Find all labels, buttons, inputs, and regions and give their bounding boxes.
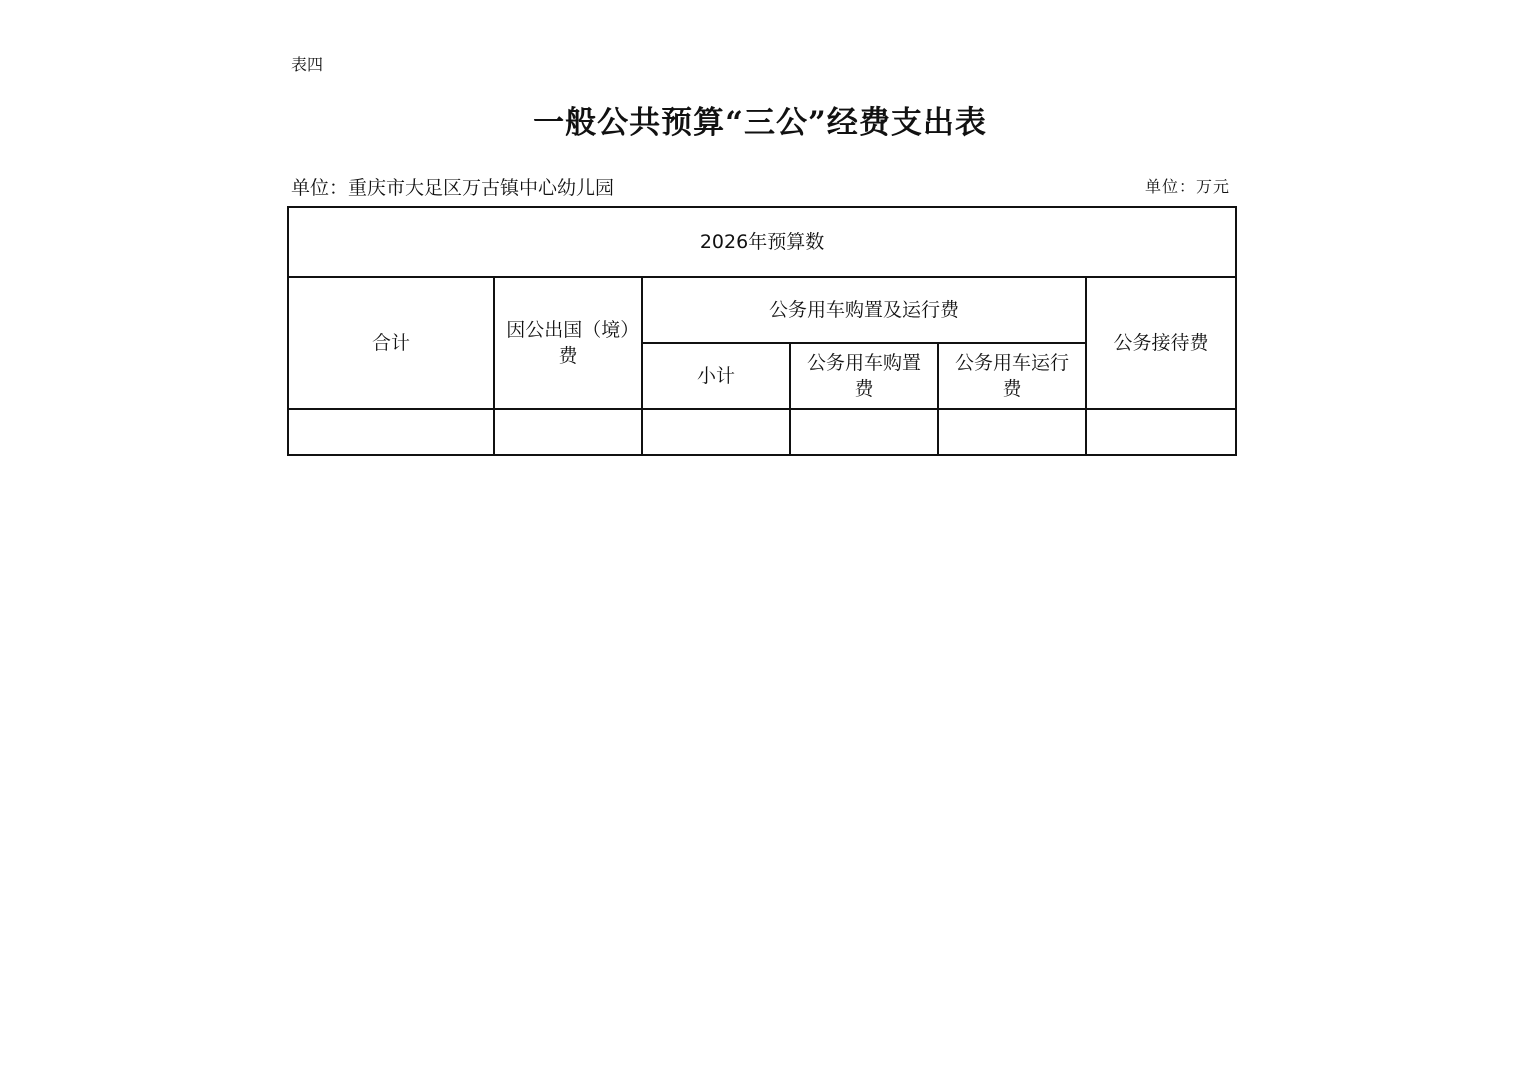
header-vehicle-subtotal: 小计 [642,343,790,409]
unit-currency: 单位：万元 [1144,177,1230,196]
table-header-row-main [288,277,1236,343]
header-vehicle-purchase: 公务用车购置费 [790,343,938,409]
cell-vehicle-operation [938,409,1086,455]
table-number-label: 表四 [291,55,324,74]
year-budget-header: 2026年预算数 [288,207,1236,277]
table-header-row-year [288,207,1236,277]
table-row [288,409,1236,455]
header-vehicle-group: 公务用车购置及运行费 [642,277,1086,343]
unit-organization: 单位：重庆市大足区万古镇中心幼儿园 [291,177,615,199]
three-public-expense-table [287,206,1237,456]
document-title: 一般公共预算“三公”经费支出表 [533,105,987,141]
header-vehicle-operation: 公务用车运行费 [938,343,1086,409]
header-reception-expense: 公务接待费 [1086,277,1236,409]
cell-total [288,409,494,455]
cell-vehicle-purchase [790,409,938,455]
header-abroad-expense: 因公出国（境）费 [494,277,642,409]
header-total: 合计 [288,277,494,409]
cell-abroad [494,409,642,455]
cell-vehicle-subtotal [642,409,790,455]
cell-reception [1086,409,1236,455]
